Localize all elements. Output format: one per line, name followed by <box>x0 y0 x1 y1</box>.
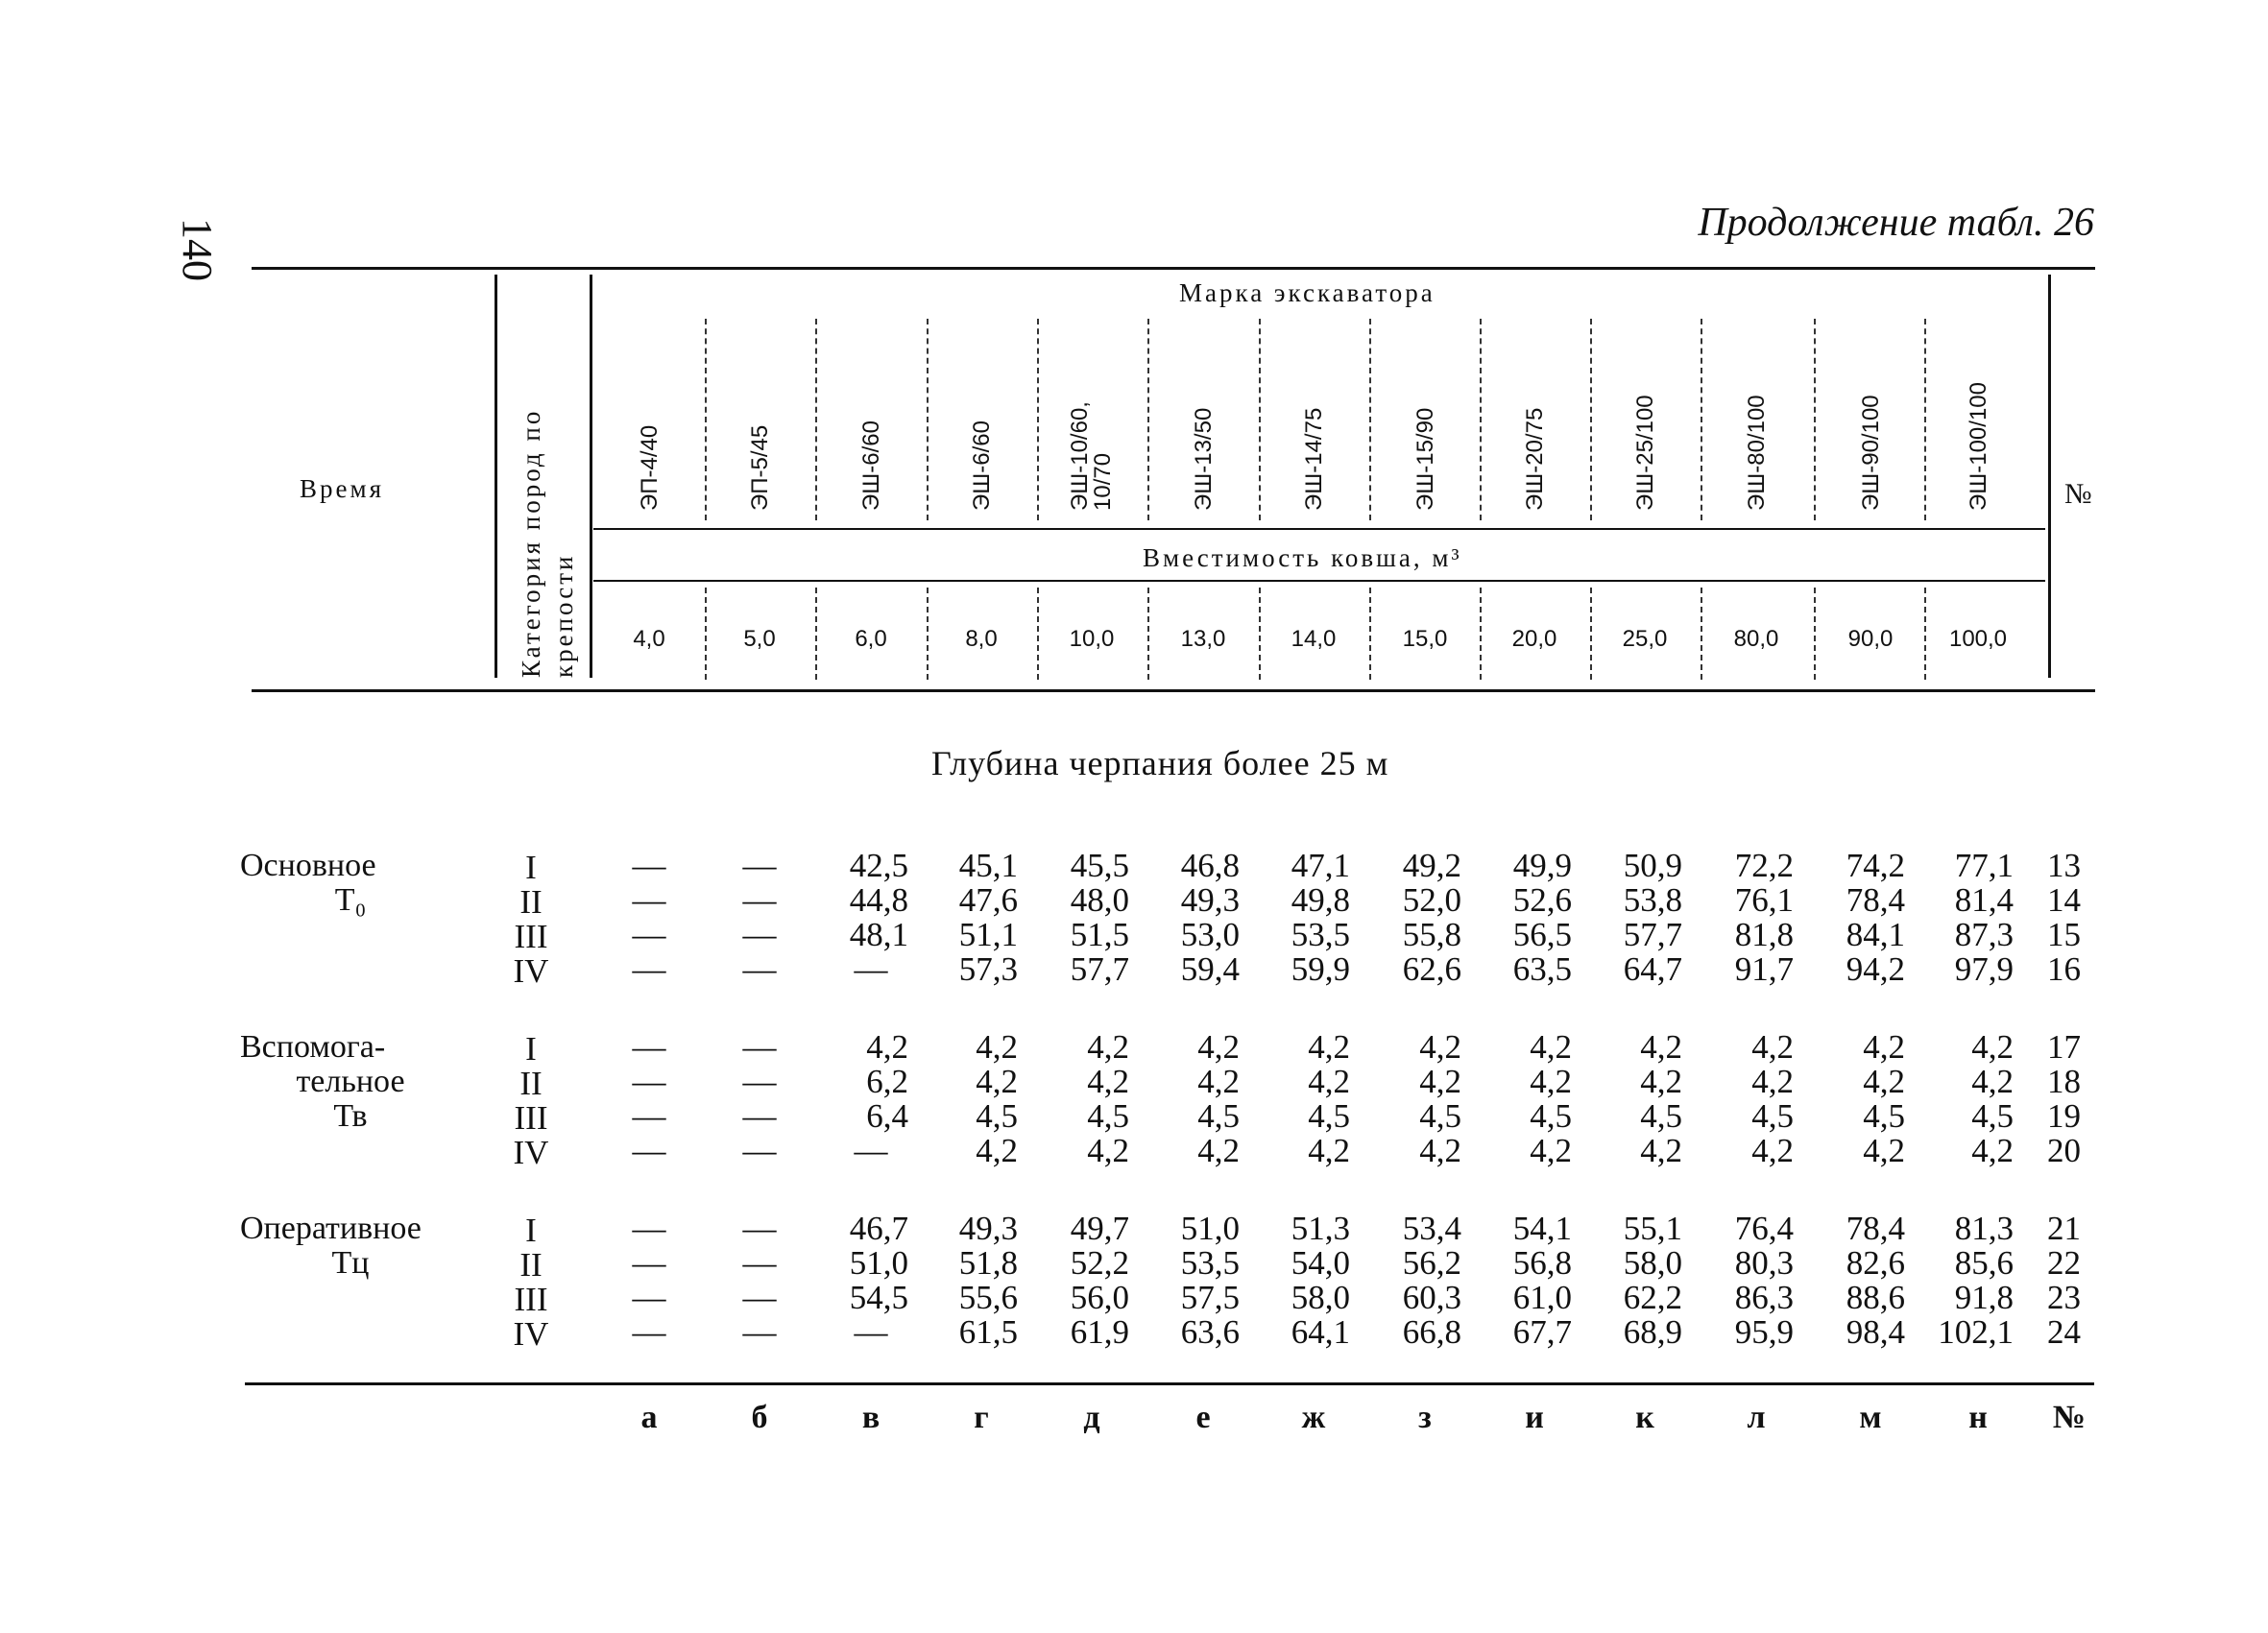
brand-name: ЭШ-15/90 <box>1412 407 1438 511</box>
table-cell: 84,1 <box>1846 916 1905 953</box>
rock-category: IV <box>513 1315 549 1353</box>
table-cell: 102,1 <box>1938 1313 2014 1351</box>
table-cell: — <box>742 881 777 919</box>
table-cell: — <box>632 1132 666 1169</box>
table-cell: 51,3 <box>1291 1210 1350 1247</box>
brand-name: ЭШ-80/100 <box>1744 395 1770 511</box>
table-cell: 57,7 <box>1623 916 1682 953</box>
table-cell: 63,5 <box>1512 950 1572 988</box>
bucket-capacity: 5,0 <box>743 626 776 652</box>
table-cell: 4,2 <box>1087 1132 1129 1169</box>
table-cell: 4,2 <box>1971 1063 2014 1100</box>
table-cell: 4,2 <box>1640 1028 1682 1066</box>
table-cell: 4,2 <box>976 1063 1018 1100</box>
table-cell: 59,9 <box>1291 950 1350 988</box>
bucket-capacity: 6,0 <box>855 626 887 652</box>
table-cell: 49,3 <box>958 1210 1018 1247</box>
table-cell: 64,1 <box>1291 1313 1350 1351</box>
table-cell: 56,5 <box>1512 916 1572 953</box>
table-cell: — <box>632 1210 666 1247</box>
row-number: 22 <box>2047 1244 2081 1282</box>
table-cell: 95,9 <box>1734 1313 1794 1351</box>
table-cell: 4,2 <box>1863 1063 1905 1100</box>
table-cell: 4,2 <box>1197 1063 1240 1100</box>
header-top-rule <box>252 267 2095 270</box>
header-divider-time <box>495 275 497 678</box>
table-cell: 78,4 <box>1846 1210 1905 1247</box>
table-cell: 59,4 <box>1180 950 1240 988</box>
brand-name: ЭШ-100/100 <box>1966 382 1991 511</box>
table-cell: 51,0 <box>1180 1210 1240 1247</box>
table-cell: 4,5 <box>1751 1097 1794 1135</box>
table-cell: 54,1 <box>1512 1210 1572 1247</box>
column-letter: м <box>1859 1400 1882 1435</box>
table-cell: — <box>632 1063 666 1100</box>
table-cell: 52,2 <box>1070 1244 1129 1282</box>
table-cell: 48,0 <box>1070 881 1129 919</box>
column-letter: д <box>1083 1400 1100 1435</box>
table-cell: 4,2 <box>1197 1028 1240 1066</box>
table-cell: 55,8 <box>1402 916 1461 953</box>
time-group-line: Тц <box>331 1245 370 1281</box>
table-cell: 80,3 <box>1734 1244 1794 1282</box>
rock-category: I <box>525 1030 537 1068</box>
section-title: Глубина черпания более 25 м <box>931 744 1389 782</box>
page-number: 140 <box>174 218 221 281</box>
table-cell: 4,5 <box>1197 1097 1240 1135</box>
table-cell: 4,5 <box>1971 1097 2014 1135</box>
table-cell: 53,5 <box>1180 1244 1240 1282</box>
capacity-separator <box>1037 588 1039 680</box>
table-cell: 49,3 <box>1180 881 1240 919</box>
table-cell: 45,5 <box>1070 847 1129 884</box>
column-letter: № <box>2052 1400 2087 1435</box>
table-cell: 91,8 <box>1954 1279 2014 1316</box>
brand-separator <box>1590 319 1592 520</box>
row-number: 19 <box>2047 1097 2081 1135</box>
rock-category: IV <box>513 952 549 990</box>
table-cell: 63,6 <box>1180 1313 1240 1351</box>
table-cell: 4,2 <box>1530 1132 1572 1169</box>
capacity-separator <box>1924 588 1926 680</box>
row-number: 14 <box>2047 881 2081 919</box>
bucket-capacity: 80,0 <box>1733 626 1779 652</box>
table-cell: 4,2 <box>1087 1063 1129 1100</box>
table-cell: 53,0 <box>1180 916 1240 953</box>
table-cell: 76,1 <box>1734 881 1794 919</box>
time-group-name <box>240 1030 461 1134</box>
row-number: 18 <box>2047 1063 2081 1100</box>
table-cell: 4,2 <box>1971 1132 2014 1169</box>
table-cell: — <box>632 847 666 884</box>
table-cell: 49,9 <box>1512 847 1572 884</box>
table-cell: 53,5 <box>1291 916 1350 953</box>
column-letter: к <box>1635 1400 1654 1435</box>
table-cell: 81,4 <box>1954 881 2014 919</box>
brand-separator <box>705 319 707 520</box>
bucket-capacity: 25,0 <box>1622 626 1668 652</box>
table-cell: 56,0 <box>1070 1279 1129 1316</box>
table-cell: — <box>632 1244 666 1282</box>
table-cell: 51,0 <box>849 1244 908 1282</box>
capacity-separator <box>815 588 817 680</box>
table-cell: — <box>854 1132 888 1169</box>
rock-category: I <box>525 849 537 886</box>
brand-name: ЭШ-10/60, 10/70 <box>1067 401 1116 511</box>
brand-name: ЭШ-90/100 <box>1858 395 1884 511</box>
table-cell: 4,2 <box>1751 1063 1794 1100</box>
table-cell: — <box>742 847 777 884</box>
bucket-capacity: 13,0 <box>1180 626 1226 652</box>
column-letter: ж <box>1301 1400 1326 1435</box>
table-cell: 81,3 <box>1954 1210 2014 1247</box>
table-cell: 46,8 <box>1180 847 1240 884</box>
table-cell: — <box>742 1132 777 1169</box>
table-cell: 4,2 <box>1530 1063 1572 1100</box>
rock-category: III <box>514 918 548 955</box>
table-cell: 48,1 <box>849 916 908 953</box>
rock-category: III <box>514 1281 548 1318</box>
table-cell: 82,6 <box>1846 1244 1905 1282</box>
table-cell: 54,5 <box>849 1279 908 1316</box>
table-cell: 4,2 <box>1863 1028 1905 1066</box>
time-header: Время <box>300 474 384 503</box>
table-cell: — <box>742 1313 777 1351</box>
table-cell: 55,1 <box>1623 1210 1682 1247</box>
table-cell: — <box>632 1097 666 1135</box>
table-cell: 4,2 <box>1419 1028 1461 1066</box>
table-cell: 61,0 <box>1512 1279 1572 1316</box>
column-letter: г <box>974 1400 989 1435</box>
table-cell: 52,6 <box>1512 881 1572 919</box>
row-number: 24 <box>2047 1313 2081 1351</box>
table-cell: 4,2 <box>1419 1132 1461 1169</box>
table-cell: 4,5 <box>1419 1097 1461 1135</box>
table-cell: 98,4 <box>1846 1313 1905 1351</box>
bucket-capacity: 90,0 <box>1847 626 1894 652</box>
time-group-line: Т₀ <box>334 882 367 918</box>
column-letter: б <box>751 1400 768 1435</box>
table-cell: — <box>742 1063 777 1100</box>
rock-category: IV <box>513 1134 549 1171</box>
table-cell: 4,2 <box>866 1028 908 1066</box>
table-cell: — <box>854 950 888 988</box>
table-cell: 4,2 <box>1751 1132 1794 1169</box>
column-letter: и <box>1525 1400 1544 1435</box>
capacity-separator <box>1259 588 1261 680</box>
table-cell: 56,8 <box>1512 1244 1572 1282</box>
table-cell: 60,3 <box>1402 1279 1461 1316</box>
table-cell: — <box>742 1097 777 1135</box>
table-cell: 51,1 <box>958 916 1018 953</box>
table-cell: 47,6 <box>958 881 1018 919</box>
column-letter: а <box>640 1400 658 1435</box>
time-group-line: Вспомога- <box>240 1029 386 1065</box>
table-cell: 66,8 <box>1402 1313 1461 1351</box>
capacity-separator <box>1701 588 1702 680</box>
table-cell: 58,0 <box>1623 1244 1682 1282</box>
table-cell: 4,2 <box>1640 1132 1682 1169</box>
table-cell: — <box>742 1210 777 1247</box>
time-group-name <box>240 849 461 918</box>
table-cell: 4,5 <box>1530 1097 1572 1135</box>
table-cell: 4,2 <box>1640 1063 1682 1100</box>
capacity-separator <box>1369 588 1371 680</box>
table-cell: 4,5 <box>1640 1097 1682 1135</box>
time-group-name <box>240 1212 461 1281</box>
brand-name: ЭШ-25/100 <box>1632 395 1658 511</box>
table-cell: — <box>632 881 666 919</box>
time-group-line: Тв <box>333 1098 368 1134</box>
table-cell: 64,7 <box>1623 950 1682 988</box>
table-cell: 78,4 <box>1846 881 1905 919</box>
bucket-capacity: 20,0 <box>1511 626 1557 652</box>
brand-name: ЭШ-6/60 <box>858 420 884 511</box>
rock-category: II <box>519 1246 543 1284</box>
bucket-capacity: 15,0 <box>1402 626 1448 652</box>
table-cell: 4,5 <box>1308 1097 1350 1135</box>
table-cell: 4,2 <box>1197 1132 1240 1169</box>
brand-name: ЭШ-13/50 <box>1191 407 1217 511</box>
table-cell: — <box>632 916 666 953</box>
brand-separator <box>1037 319 1039 520</box>
table-cell: 4,2 <box>1863 1132 1905 1169</box>
rock-category: II <box>519 883 543 921</box>
brand-separator <box>1701 319 1702 520</box>
column-letter: з <box>1418 1400 1432 1435</box>
table-cell: 51,5 <box>1070 916 1129 953</box>
table-cell: 68,9 <box>1623 1313 1682 1351</box>
column-letter: е <box>1195 1400 1211 1435</box>
brand-separator <box>1259 319 1261 520</box>
table-cell: 4,2 <box>1308 1063 1350 1100</box>
brand-name: ЭП-5/45 <box>747 424 773 511</box>
capacity-separator <box>1480 588 1482 680</box>
table-cell: 52,0 <box>1402 881 1461 919</box>
table-cell: 86,3 <box>1734 1279 1794 1316</box>
table-cell: — <box>854 1313 888 1351</box>
table-cell: — <box>632 1028 666 1066</box>
table-cell: 55,6 <box>958 1279 1018 1316</box>
table-cell: — <box>742 1279 777 1316</box>
capacity-separator <box>1147 588 1149 680</box>
table-cell: — <box>742 950 777 988</box>
bucket-capacity: 4,0 <box>633 626 665 652</box>
table-cell: 53,8 <box>1623 881 1682 919</box>
table-cell: 6,2 <box>866 1063 908 1100</box>
table-cell: — <box>742 1028 777 1066</box>
row-number: 20 <box>2047 1132 2081 1169</box>
header-bottom-rule <box>252 689 2095 692</box>
brand-name: ЭШ-14/75 <box>1301 407 1327 511</box>
table-cell: 46,7 <box>849 1210 908 1247</box>
brand-separator <box>1924 319 1926 520</box>
brand-name: ЭШ-6/60 <box>969 420 995 511</box>
table-cell: 51,8 <box>958 1244 1018 1282</box>
table-cell: 4,2 <box>1087 1028 1129 1066</box>
category-header: Категория пород по крепости <box>517 408 578 678</box>
table-cell: 4,5 <box>1087 1097 1129 1135</box>
table-cell: 4,2 <box>1530 1028 1572 1066</box>
table-cell: 44,8 <box>849 881 908 919</box>
table-cell: 47,1 <box>1291 847 1350 884</box>
table-cell: 88,6 <box>1846 1279 1905 1316</box>
table-bottom-rule <box>245 1382 2094 1385</box>
table-cell: 74,2 <box>1846 847 1905 884</box>
brand-separator <box>1814 319 1816 520</box>
capacity-separator <box>705 588 707 680</box>
time-group-line: Оперативное <box>240 1211 422 1246</box>
table-cell: 72,2 <box>1734 847 1794 884</box>
table-cell: 42,5 <box>849 847 908 884</box>
brand-separator <box>927 319 929 520</box>
table-cell: 57,7 <box>1070 950 1129 988</box>
bucket-capacity: 100,0 <box>1948 626 2008 652</box>
table-cell: 4,2 <box>1751 1028 1794 1066</box>
brand-separator <box>1147 319 1149 520</box>
table-cell: 49,2 <box>1402 847 1461 884</box>
column-letter: л <box>1747 1400 1766 1435</box>
row-number: 13 <box>2047 847 2081 884</box>
column-letter: в <box>861 1400 881 1435</box>
brand-separator <box>815 319 817 520</box>
header-divider-category <box>590 275 592 678</box>
capacity-title: Вместимость ковша, м³ <box>1143 543 1462 572</box>
header-divider-no <box>2048 275 2051 678</box>
table-cell: 4,2 <box>976 1028 1018 1066</box>
capacity-rule <box>593 580 2045 582</box>
capacity-separator <box>927 588 929 680</box>
table-cell: — <box>742 1244 777 1282</box>
table-cell: 4,2 <box>1308 1132 1350 1169</box>
table-cell: 54,0 <box>1291 1244 1350 1282</box>
table-cell: 4,2 <box>1308 1028 1350 1066</box>
table-cell: 97,9 <box>1954 950 2014 988</box>
table-cell: 58,0 <box>1291 1279 1350 1316</box>
table-cell: 45,1 <box>958 847 1018 884</box>
table-cell: 62,6 <box>1402 950 1461 988</box>
bucket-capacity: 8,0 <box>965 626 998 652</box>
table-cell: 57,5 <box>1180 1279 1240 1316</box>
table-cell: 49,8 <box>1291 881 1350 919</box>
table-cell: 4,2 <box>1419 1063 1461 1100</box>
brand-separator <box>1480 319 1482 520</box>
table-cell: 85,6 <box>1954 1244 2014 1282</box>
column-letter: н <box>1968 1400 1988 1435</box>
table-cell: — <box>632 1313 666 1351</box>
bucket-capacity: 10,0 <box>1069 626 1115 652</box>
capacity-separator <box>1590 588 1592 680</box>
row-number: 15 <box>2047 916 2081 953</box>
table-cell: 91,7 <box>1734 950 1794 988</box>
table-cell: 61,5 <box>958 1313 1018 1351</box>
row-number: 21 <box>2047 1210 2081 1247</box>
table-cell: 4,2 <box>976 1132 1018 1169</box>
table-cell: — <box>632 1279 666 1316</box>
row-number: 16 <box>2047 950 2081 988</box>
number-header: № <box>2064 478 2092 510</box>
table-cell: 56,2 <box>1402 1244 1461 1282</box>
rock-category: III <box>514 1099 548 1137</box>
rock-category: II <box>519 1065 543 1102</box>
time-group-line: Основное <box>240 848 376 883</box>
bucket-capacity: 14,0 <box>1291 626 1337 652</box>
table-cell: 6,4 <box>866 1097 908 1135</box>
table-cell: 49,7 <box>1070 1210 1129 1247</box>
table-cell: 67,7 <box>1512 1313 1572 1351</box>
capacity-separator <box>1814 588 1816 680</box>
table-cell: 4,5 <box>1863 1097 1905 1135</box>
row-number: 23 <box>2047 1279 2081 1316</box>
table-cell: 61,9 <box>1070 1313 1129 1351</box>
rock-category: I <box>525 1212 537 1249</box>
table-cell: 76,4 <box>1734 1210 1794 1247</box>
table-cell: 77,1 <box>1954 847 2014 884</box>
row-number: 17 <box>2047 1028 2081 1066</box>
table-cell: — <box>742 916 777 953</box>
brand-name: ЭП-4/40 <box>637 424 663 511</box>
table-cell: 53,4 <box>1402 1210 1461 1247</box>
brand-bottom-rule <box>593 528 2045 530</box>
table-cell: 94,2 <box>1846 950 1905 988</box>
table-cell: 4,5 <box>976 1097 1018 1135</box>
table-cell: 81,8 <box>1734 916 1794 953</box>
brand-separator <box>1369 319 1371 520</box>
brand-name: ЭШ-20/75 <box>1522 407 1548 511</box>
continuation-title: Продолжение табл. 26 <box>1698 201 2094 245</box>
table-cell: 4,2 <box>1971 1028 2014 1066</box>
time-group-line: тельное <box>296 1064 405 1099</box>
table-cell: 62,2 <box>1623 1279 1682 1316</box>
brand-title: Марка экскаватора <box>1179 278 1436 307</box>
table-cell: 87,3 <box>1954 916 2014 953</box>
table-cell: 50,9 <box>1623 847 1682 884</box>
table-cell: 57,3 <box>958 950 1018 988</box>
table-cell: — <box>632 950 666 988</box>
